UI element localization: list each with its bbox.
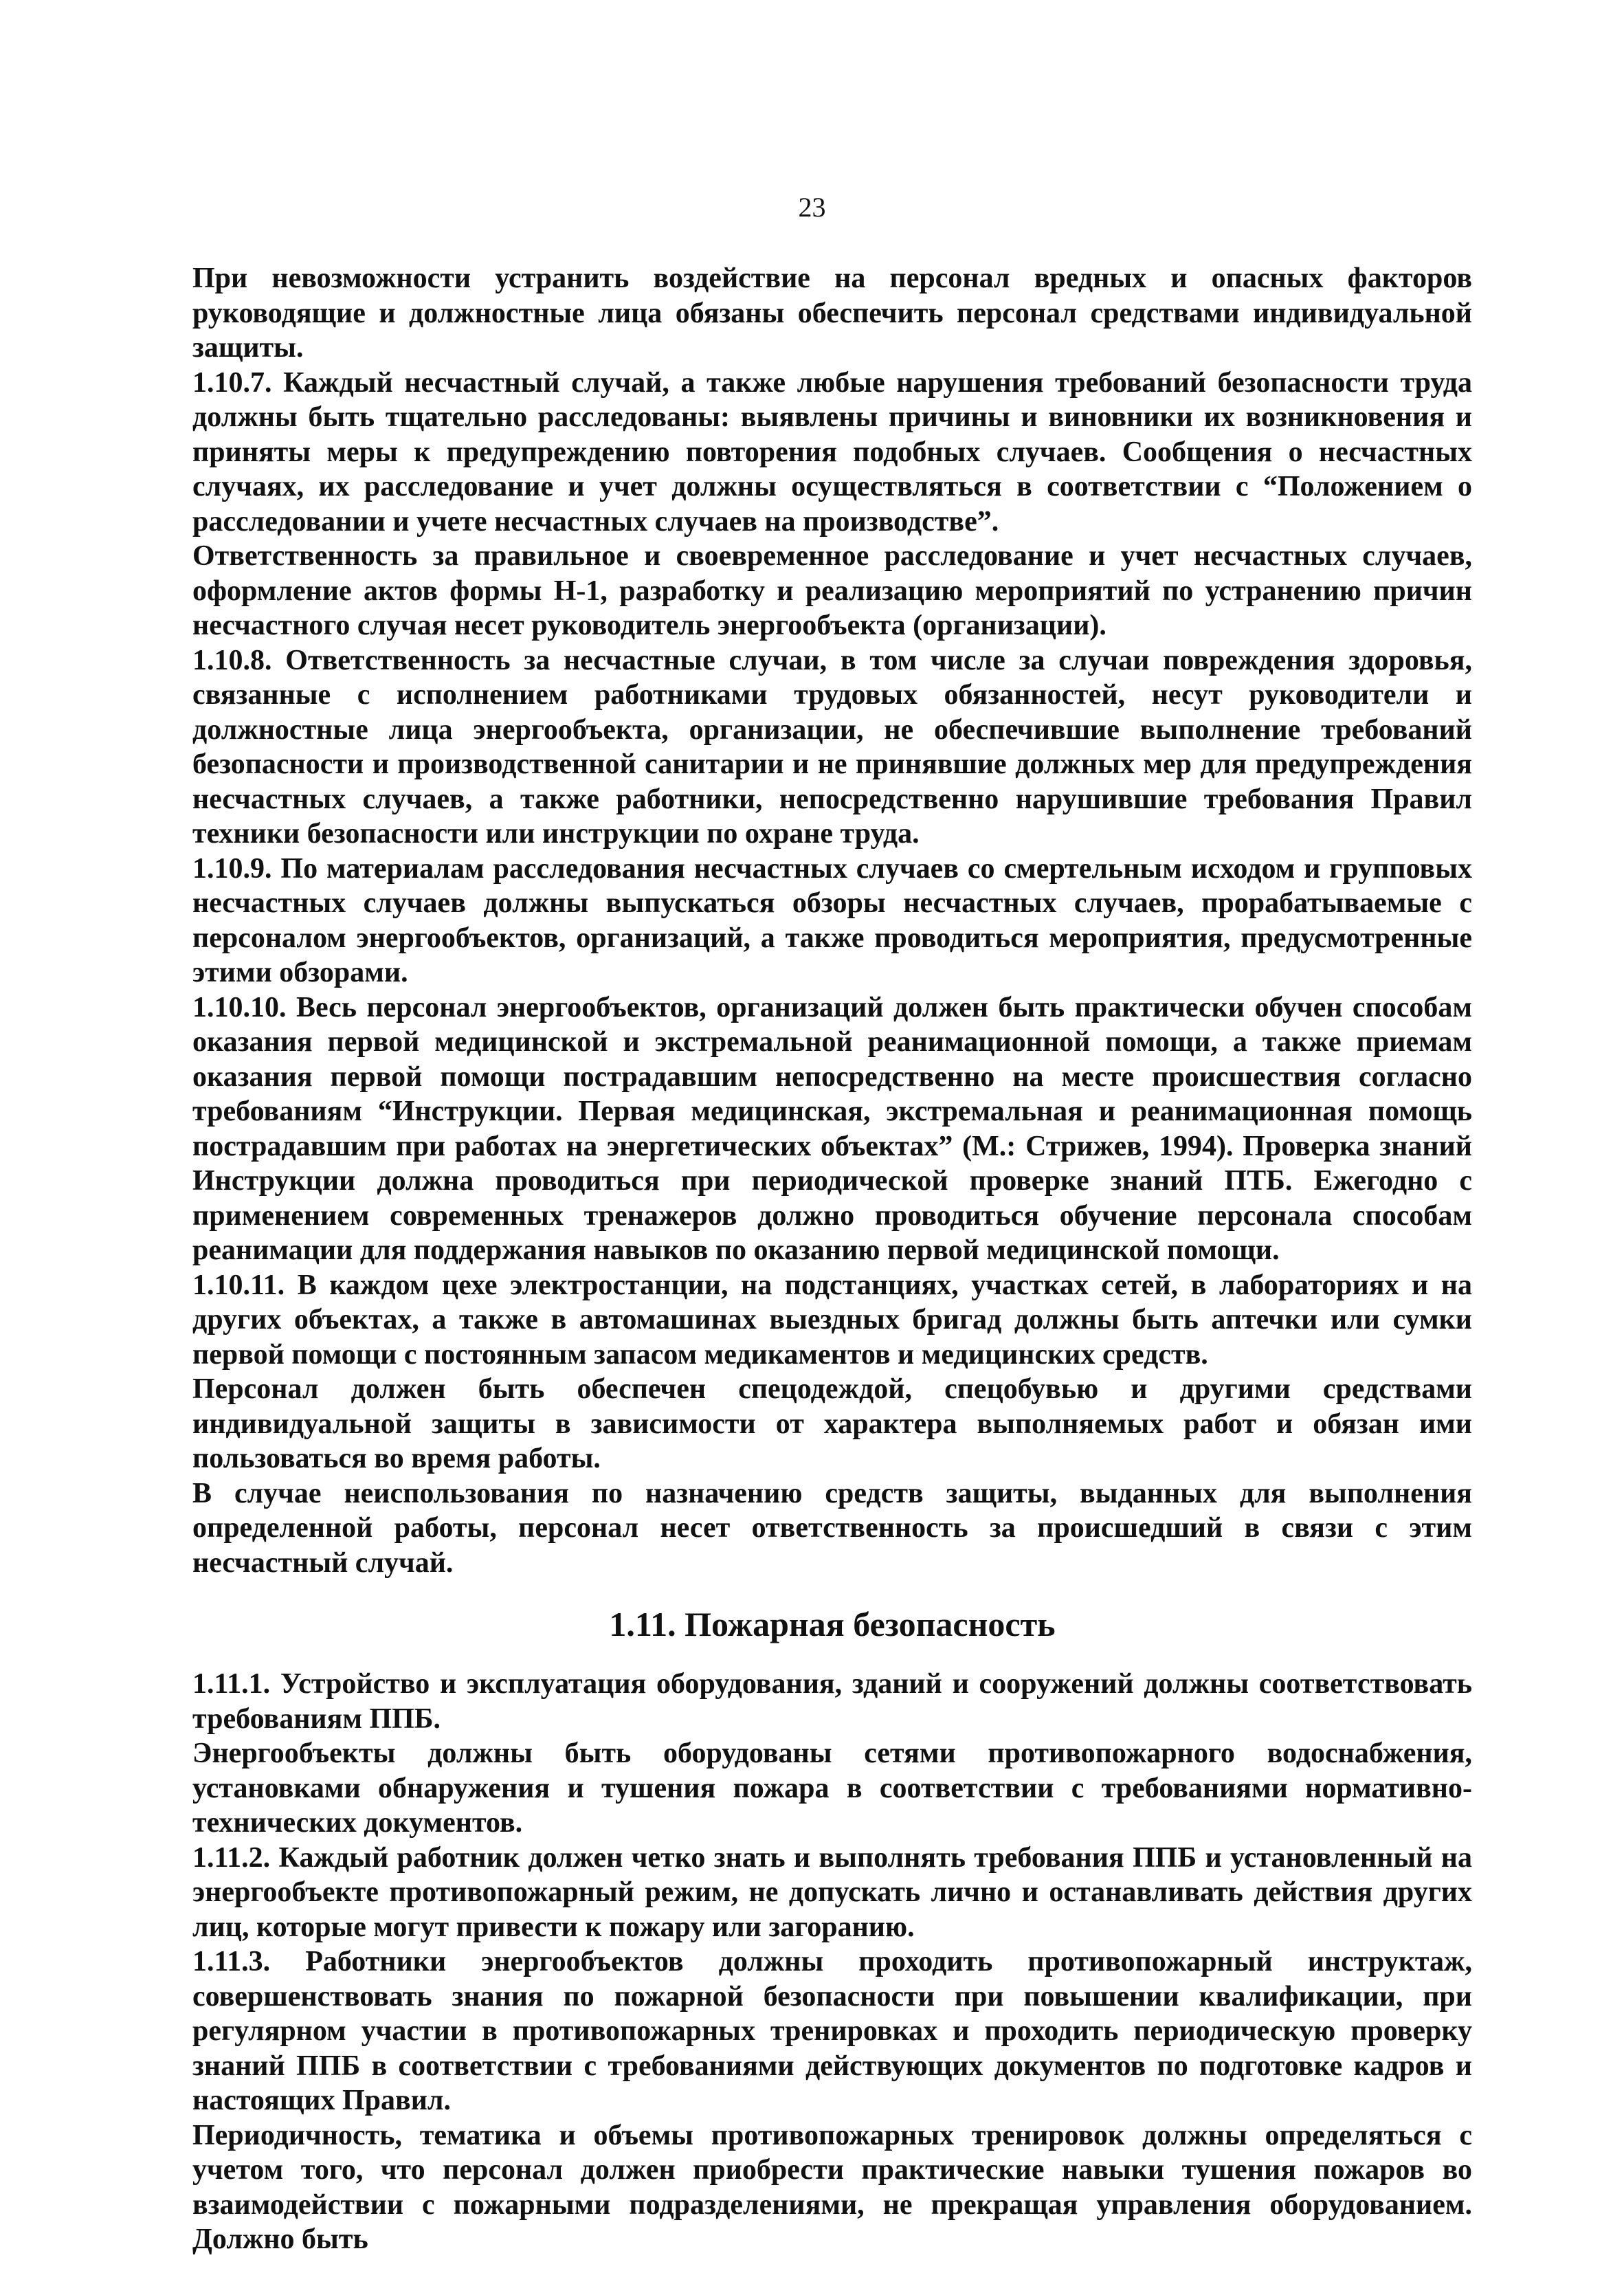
paragraph: Ответственность за правильное и своевременное расследование и учет несчастных случаев, оформление актов формы Н-1, разработку и реализацию мероприятий по устранению причин несчастного случая несет руководитель энергообъекта (организации). [192,540,1472,641]
section-heading: 1.11. Пожарная безопасность [609,1605,1056,1643]
paragraph: В случае неиспользования по назначению средств защиты, выданных для выполнения определенной работы, персонал несет ответственность за происшедший в связи с этим несчастный случай. [192,1477,1472,1579]
paragraph: Периодичность, тематика и объемы противопожарных тренировок должны определяться с учетом того, что персонал должен приобрести практические навыки тушения пожаров во взаимодействии с пожарными подразделениями, не прекращая управления оборудованием. Должно быть [192,2119,1472,2255]
paragraph-1-10-10: 1.10.10. Весь персонал энергообъектов, организаций должен быть практически обучен способам оказания первой медицинской и экстремальной реанимационной помощи, а также приемам оказания первой помощи пострадавшим непосредственно на месте происшествия согласно требованиям “Инструкции. Первая медицинская, экстремальная и реанимационная помощь пострадавшим при работах на энергетических объектах” (М.: Стрижев, 1994). Проверка знаний Инструкции должна проводиться при периодической проверке знаний ПТБ. Ежегодно с применением современных тренажеров должно проводиться обучение персонала способам реанимации для поддержания навыков по оказанию первой медицинской помощи. [192,991,1472,1266]
page-body [192,261,1472,2257]
page-number: 23 [798,192,826,223]
paragraph-1-11-3: 1.11.3. Работники энергообъектов должны проходить противопожарный инструктаж, совершенствовать знания по пожарной безопасности при повышении квалификации, при регулярном участии в противопожарных тренировках и проходить периодическую проверку знаний ППБ в соответствии с требованиями действующих документов по подготовке кадров и настоящих Правил. [192,1946,1472,2116]
paragraph-1-11-1: 1.11.1. Устройство и эксплуатация оборудования, зданий и сооружений должны соответствовать требованиям ППБ. [192,1668,1472,1735]
paragraph-1-10-9: 1.10.9. По материалам расследования несчастных случаев со смертельным исходом и групповых несчастных случаев должны выпускаться обзоры несчастных случаев, прорабатываемые с персоналом энергообъектов, организаций, а также проводиться мероприятия, предусмотренные этими обзорами. [192,852,1472,988]
paragraph-1-10-7: 1.10.7. Каждый несчастный случай, а также любые нарушения требований безопасности труда должны быть тщательно расследованы: выявлены причины и виновники их возникновения и приняты меры к предупреждению повторения подобных случаев. Сообщения о несчастных случаях, их расследование и учет должны осуществляться в соответствии с “Положением о расследовании и учете несчастных случаев на производстве”. [192,366,1472,537]
paragraph: Персонал должен быть обеспечен спецодеждой, спецобувью и другими средствами индивидуальной защиты в зависимости от характера выполняемых работ и обязан ими пользоваться во время работы. [192,1373,1472,1474]
paragraph-1-10-8: 1.10.8. Ответственность за несчастные случаи, в том числе за случаи повреждения здоровья, связанные с исполнением работниками трудовых обязанностей, несут руководители и должностные лица энергообъекта, организации, не обеспечившие выполнение требований безопасности и производственной санитарии и не принявшие должных мер для предупреждения несчастных случаев, а также работники, непосредственно нарушившие требования Правил техники безопасности или инструкции по охране труда. [192,644,1472,850]
paragraph: Энергообъекты должны быть оборудованы сетями противопожарного водоснабжения, установками обнаружения и тушения пожара в соответствии с требованиями нормативно-технических документов. [192,1738,1472,1839]
paragraph: При невозможности устранить воздействие на персонал вредных и опасных факторов руководящие и должностные лица обязаны обеспечить персонал средствами индивидуальной защиты. [192,263,1472,364]
paragraph-1-11-2: 1.11.2. Каждый работник должен четко знать и выполнять требования ППБ и установленный на энергообъекте противопожарный режим, не допускать лично и останавливать действия других лиц, которые могут привести к пожару или загоранию. [192,1841,1472,1943]
paragraph-1-10-11: 1.10.11. В каждом цехе электростанции, на подстанциях, участках сетей, в лабораториях и на других объектах, а также в автомашинах выездных бригад должны быть аптечки или сумки первой помощи с постоянным запасом медикаментов и медицинских средств. [192,1269,1472,1371]
